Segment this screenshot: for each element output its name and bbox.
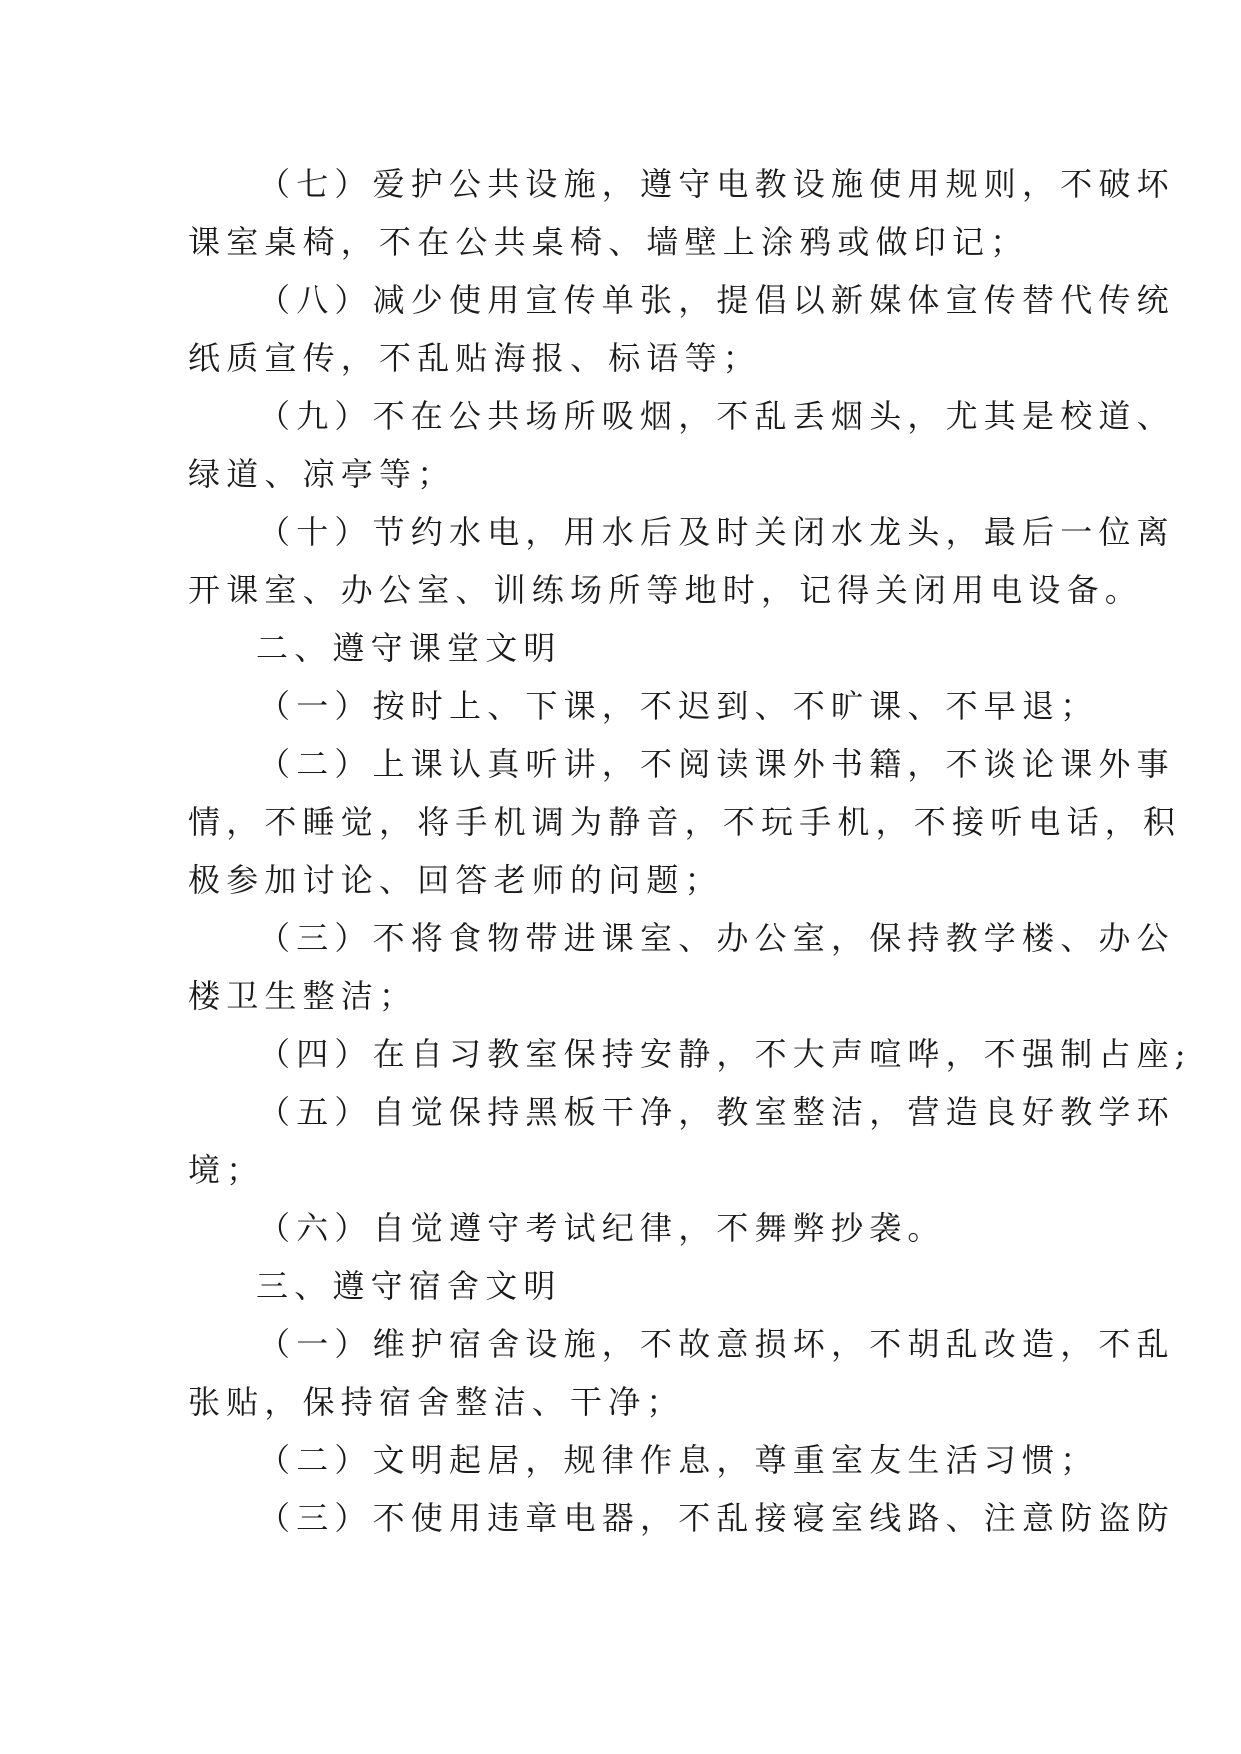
paragraph-9-line-2: 绿道、凉亭等； [188,455,456,493]
class-item-5-line-1: （五）自觉保持黑板干净，教室整洁，营造良好教学环 [258,1093,1175,1131]
class-item-4: （四）在自习教室保持安静，不大声喧哗，不强制占座; [258,1035,1192,1073]
paragraph-10-line-2: 开课室、办公室、训练场所等地时，记得关闭用电设备。 [188,571,1144,609]
paragraph-10-line-1: （十）节约水电，用水后及时关闭水龙头，最后一位离 [258,513,1175,551]
dorm-item-3-line-1: （三）不使用违章电器，不乱接寝室线路、注意防盗防 [258,1499,1175,1537]
paragraph-8-line-2: 纸质宣传，不乱贴海报、标语等； [188,339,762,377]
class-item-6: （六）自觉遵守考试纪律，不舞弊抄袭。 [258,1209,946,1247]
class-item-2-line-1: （二）上课认真听讲，不阅读课外书籍，不谈论课外事 [258,745,1175,783]
section-heading-3: 三、遵守宿舍文明 [256,1267,562,1305]
class-item-3-line-2: 楼卫生整洁； [188,977,418,1015]
dorm-item-2: （二）文明起居，规律作息，尊重室友生活习惯； [258,1441,1099,1479]
paragraph-7-line-2: 课室桌椅，不在公共桌椅、墙壁上涂鸦或做印记； [188,223,1029,261]
class-item-1: （一）按时上、下课，不迟到、不旷课、不早退； [258,687,1099,725]
class-item-3-line-1: （三）不将食物带进课室、办公室，保持教学楼、办公 [258,919,1175,957]
class-item-2-line-2: 情，不睡觉，将手机调为静音，不玩手机，不接听电话，积 [188,803,1182,841]
dorm-item-1-line-1: （一）维护宿舍设施，不故意损坏，不胡乱改造，不乱 [258,1325,1175,1363]
paragraph-8-line-1: （八）减少使用宣传单张，提倡以新媒体宣传替代传统 [258,281,1175,319]
dorm-item-1-line-2: 张贴，保持宿舍整洁、干净； [188,1383,685,1421]
paragraph-7-line-1: （七）爱护公共设施，遵守电教设施使用规则，不破坏 [258,165,1175,203]
paragraph-9-line-1: （九）不在公共场所吸烟，不乱丢烟头，尤其是校道、 [258,397,1175,435]
section-heading-2: 二、遵守课堂文明 [256,629,562,667]
class-item-5-line-2: 境； [188,1151,265,1189]
class-item-2-line-3: 极参加讨论、回答老师的问题； [188,861,723,899]
